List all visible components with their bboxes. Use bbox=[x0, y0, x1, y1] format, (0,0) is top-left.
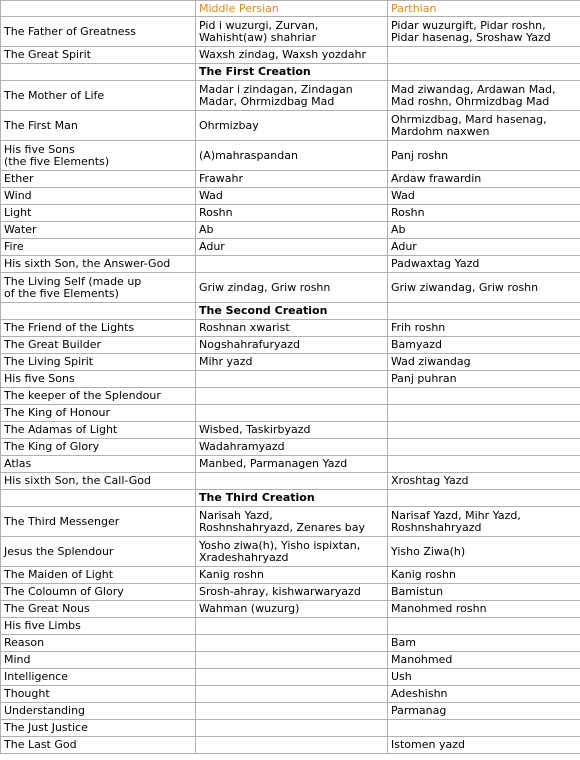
section-cell-empty bbox=[388, 64, 580, 81]
cell-parthian: Narisaf Yazd, Mihr Yazd, Roshnshahryazd bbox=[388, 507, 580, 537]
cell-parthian: Panj puhran bbox=[388, 371, 580, 388]
table-row bbox=[1, 635, 580, 652]
cell-english: Intelligence bbox=[1, 669, 196, 686]
cell-parthian bbox=[388, 720, 580, 737]
cell-english: The Just Justice bbox=[1, 720, 196, 737]
cell-parthian: Panj roshn bbox=[388, 141, 580, 171]
table-row bbox=[1, 686, 580, 703]
cell-parthian: Bamyazd bbox=[388, 337, 580, 354]
cell-english: His five Sons (the five Elements) bbox=[1, 141, 196, 171]
section-title: The Second Creation bbox=[196, 303, 388, 320]
cell-parthian bbox=[388, 388, 580, 405]
cell-middle-persian bbox=[196, 256, 388, 273]
cell-middle-persian: Frawahr bbox=[196, 171, 388, 188]
cell-english: Ether bbox=[1, 171, 196, 188]
section-cell-empty bbox=[388, 303, 580, 320]
cell-parthian: Parmanag bbox=[388, 703, 580, 720]
section-cell-empty bbox=[1, 303, 196, 320]
cell-parthian: Wad ziwandag bbox=[388, 354, 580, 371]
table-row bbox=[1, 256, 580, 273]
cell-parthian: Ab bbox=[388, 222, 580, 239]
table-row bbox=[1, 111, 580, 141]
cell-parthian: Mad ziwandag, Ardawan Mad, Mad roshn, Ohrmizdbag Mad bbox=[388, 81, 580, 111]
cell-middle-persian bbox=[196, 669, 388, 686]
table-row bbox=[1, 239, 580, 256]
table-row bbox=[1, 222, 580, 239]
table-row bbox=[1, 17, 580, 47]
cell-parthian: Ohrmizdbag, Mard hasenag, Mardohm naxwen bbox=[388, 111, 580, 141]
table-row bbox=[1, 171, 580, 188]
cell-english: The Living Self (made up of the five Elements) bbox=[1, 273, 196, 303]
cell-english: The Mother of Life bbox=[1, 81, 196, 111]
table-row bbox=[1, 456, 580, 473]
cell-middle-persian: Mihr yazd bbox=[196, 354, 388, 371]
section-title: The Third Creation bbox=[196, 490, 388, 507]
table-row bbox=[1, 371, 580, 388]
cell-middle-persian bbox=[196, 635, 388, 652]
table-body bbox=[1, 1, 580, 754]
table-row bbox=[1, 320, 580, 337]
cell-parthian bbox=[388, 439, 580, 456]
cell-middle-persian bbox=[196, 652, 388, 669]
cell-english: The King of Glory bbox=[1, 439, 196, 456]
header-cell-middle-persian: Middle Persian bbox=[196, 1, 388, 17]
cell-middle-persian bbox=[196, 737, 388, 754]
table-row bbox=[1, 720, 580, 737]
cell-english: The Adamas of Light bbox=[1, 422, 196, 439]
cell-middle-persian: Yosho ziwa(h), Yisho ispixtan, Xradeshahryazd bbox=[196, 537, 388, 567]
section-row bbox=[1, 303, 580, 320]
cell-middle-persian: Adur bbox=[196, 239, 388, 256]
table-row bbox=[1, 405, 580, 422]
cell-middle-persian: Wisbed, Taskirbyazd bbox=[196, 422, 388, 439]
cell-parthian bbox=[388, 422, 580, 439]
section-row bbox=[1, 490, 580, 507]
cell-parthian: Wad bbox=[388, 188, 580, 205]
cell-parthian: Bamistun bbox=[388, 584, 580, 601]
cell-english: Wind bbox=[1, 188, 196, 205]
cell-english: His sixth Son, the Answer-God bbox=[1, 256, 196, 273]
cell-english: His five Limbs bbox=[1, 618, 196, 635]
cell-middle-persian: Roshnan xwarist bbox=[196, 320, 388, 337]
section-row bbox=[1, 64, 580, 81]
cell-middle-persian: Pid i wuzurgi, Zurvan, Wahisht(aw) shahriar bbox=[196, 17, 388, 47]
cell-middle-persian: Griw zindag, Griw roshn bbox=[196, 273, 388, 303]
cell-middle-persian: Nogshahrafuryazd bbox=[196, 337, 388, 354]
table-row bbox=[1, 584, 580, 601]
table-row bbox=[1, 205, 580, 222]
cell-parthian: Kanig roshn bbox=[388, 567, 580, 584]
cell-english: The King of Honour bbox=[1, 405, 196, 422]
cell-middle-persian bbox=[196, 371, 388, 388]
cell-english: The keeper of the Splendour bbox=[1, 388, 196, 405]
cell-english: The Friend of the Lights bbox=[1, 320, 196, 337]
cell-parthian bbox=[388, 47, 580, 64]
cell-parthian: Adeshishn bbox=[388, 686, 580, 703]
table-row bbox=[1, 473, 580, 490]
section-title: The First Creation bbox=[196, 64, 388, 81]
table-row bbox=[1, 737, 580, 754]
cell-middle-persian bbox=[196, 473, 388, 490]
cell-english: His five Sons bbox=[1, 371, 196, 388]
cell-english: Jesus the Splendour bbox=[1, 537, 196, 567]
cell-parthian bbox=[388, 405, 580, 422]
cell-parthian: Xroshtag Yazd bbox=[388, 473, 580, 490]
table-row bbox=[1, 337, 580, 354]
cell-middle-persian bbox=[196, 703, 388, 720]
cell-english: The Great Spirit bbox=[1, 47, 196, 64]
cell-english: Atlas bbox=[1, 456, 196, 473]
table-row bbox=[1, 141, 580, 171]
cell-parthian bbox=[388, 618, 580, 635]
cell-english: The Third Messenger bbox=[1, 507, 196, 537]
cell-middle-persian: Ohrmizbay bbox=[196, 111, 388, 141]
table-row bbox=[1, 354, 580, 371]
table-row bbox=[1, 669, 580, 686]
cell-parthian: Griw ziwandag, Griw roshn bbox=[388, 273, 580, 303]
cell-middle-persian: Madar i zindagan, Zindagan Madar, Ohrmizdbag Mad bbox=[196, 81, 388, 111]
header-row bbox=[1, 1, 580, 17]
header-cell-parthian: Parthian bbox=[388, 1, 580, 17]
cell-english: Light bbox=[1, 205, 196, 222]
cell-parthian: Istomen yazd bbox=[388, 737, 580, 754]
cell-middle-persian: Waxsh zindag, Waxsh yozdahr bbox=[196, 47, 388, 64]
cell-middle-persian bbox=[196, 686, 388, 703]
cell-middle-persian: Srosh-ahray, kishwarwaryazd bbox=[196, 584, 388, 601]
cell-middle-persian: Ab bbox=[196, 222, 388, 239]
cell-english: Fire bbox=[1, 239, 196, 256]
table-row bbox=[1, 188, 580, 205]
section-cell-empty bbox=[1, 490, 196, 507]
section-cell-empty bbox=[1, 64, 196, 81]
cell-english: The Coloumn of Glory bbox=[1, 584, 196, 601]
cell-english: Thought bbox=[1, 686, 196, 703]
table-row bbox=[1, 439, 580, 456]
cell-english: Water bbox=[1, 222, 196, 239]
cell-english: The Last God bbox=[1, 737, 196, 754]
cell-middle-persian: Kanig roshn bbox=[196, 567, 388, 584]
table-row bbox=[1, 652, 580, 669]
table-row bbox=[1, 422, 580, 439]
table-row bbox=[1, 567, 580, 584]
cell-parthian: Manohmed bbox=[388, 652, 580, 669]
cell-middle-persian: Wad bbox=[196, 188, 388, 205]
table-row bbox=[1, 388, 580, 405]
cell-english: The First Man bbox=[1, 111, 196, 141]
cell-english: His sixth Son, the Call-God bbox=[1, 473, 196, 490]
cell-parthian: Adur bbox=[388, 239, 580, 256]
section-cell-empty bbox=[388, 490, 580, 507]
cell-middle-persian: Manbed, Parmanagen Yazd bbox=[196, 456, 388, 473]
header-cell-english bbox=[1, 1, 196, 17]
cell-parthian: Manohmed roshn bbox=[388, 601, 580, 618]
cell-parthian: Roshn bbox=[388, 205, 580, 222]
cell-english: Understanding bbox=[1, 703, 196, 720]
cell-english: Mind bbox=[1, 652, 196, 669]
cell-middle-persian bbox=[196, 405, 388, 422]
table-row bbox=[1, 273, 580, 303]
cell-middle-persian: (A)mahraspandan bbox=[196, 141, 388, 171]
cell-middle-persian: Roshn bbox=[196, 205, 388, 222]
cell-english: The Living Spirit bbox=[1, 354, 196, 371]
table-row bbox=[1, 618, 580, 635]
cell-english: The Maiden of Light bbox=[1, 567, 196, 584]
cell-middle-persian bbox=[196, 388, 388, 405]
cell-parthian: Padwaxtag Yazd bbox=[388, 256, 580, 273]
cell-parthian: Ardaw frawardin bbox=[388, 171, 580, 188]
cell-middle-persian: Wadahramyazd bbox=[196, 439, 388, 456]
cell-parthian: Frih roshn bbox=[388, 320, 580, 337]
cell-parthian: Bam bbox=[388, 635, 580, 652]
cell-middle-persian: Wahman (wuzurg) bbox=[196, 601, 388, 618]
table-row bbox=[1, 47, 580, 64]
cell-english: The Great Builder bbox=[1, 337, 196, 354]
cell-middle-persian bbox=[196, 720, 388, 737]
cell-middle-persian: Narisah Yazd, Roshnshahryazd, Zenares bay bbox=[196, 507, 388, 537]
table-row bbox=[1, 703, 580, 720]
cell-english: The Father of Greatness bbox=[1, 17, 196, 47]
cell-middle-persian bbox=[196, 618, 388, 635]
cell-english: Reason bbox=[1, 635, 196, 652]
cell-parthian bbox=[388, 456, 580, 473]
table-row bbox=[1, 507, 580, 537]
table-row bbox=[1, 601, 580, 618]
cell-parthian: Yisho Ziwa(h) bbox=[388, 537, 580, 567]
cell-parthian: Pidar wuzurgift, Pidar roshn, Pidar hasenag, Sroshaw Yazd bbox=[388, 17, 580, 47]
cell-parthian: Ush bbox=[388, 669, 580, 686]
cell-english: The Great Nous bbox=[1, 601, 196, 618]
table-row bbox=[1, 537, 580, 567]
table-row bbox=[1, 81, 580, 111]
